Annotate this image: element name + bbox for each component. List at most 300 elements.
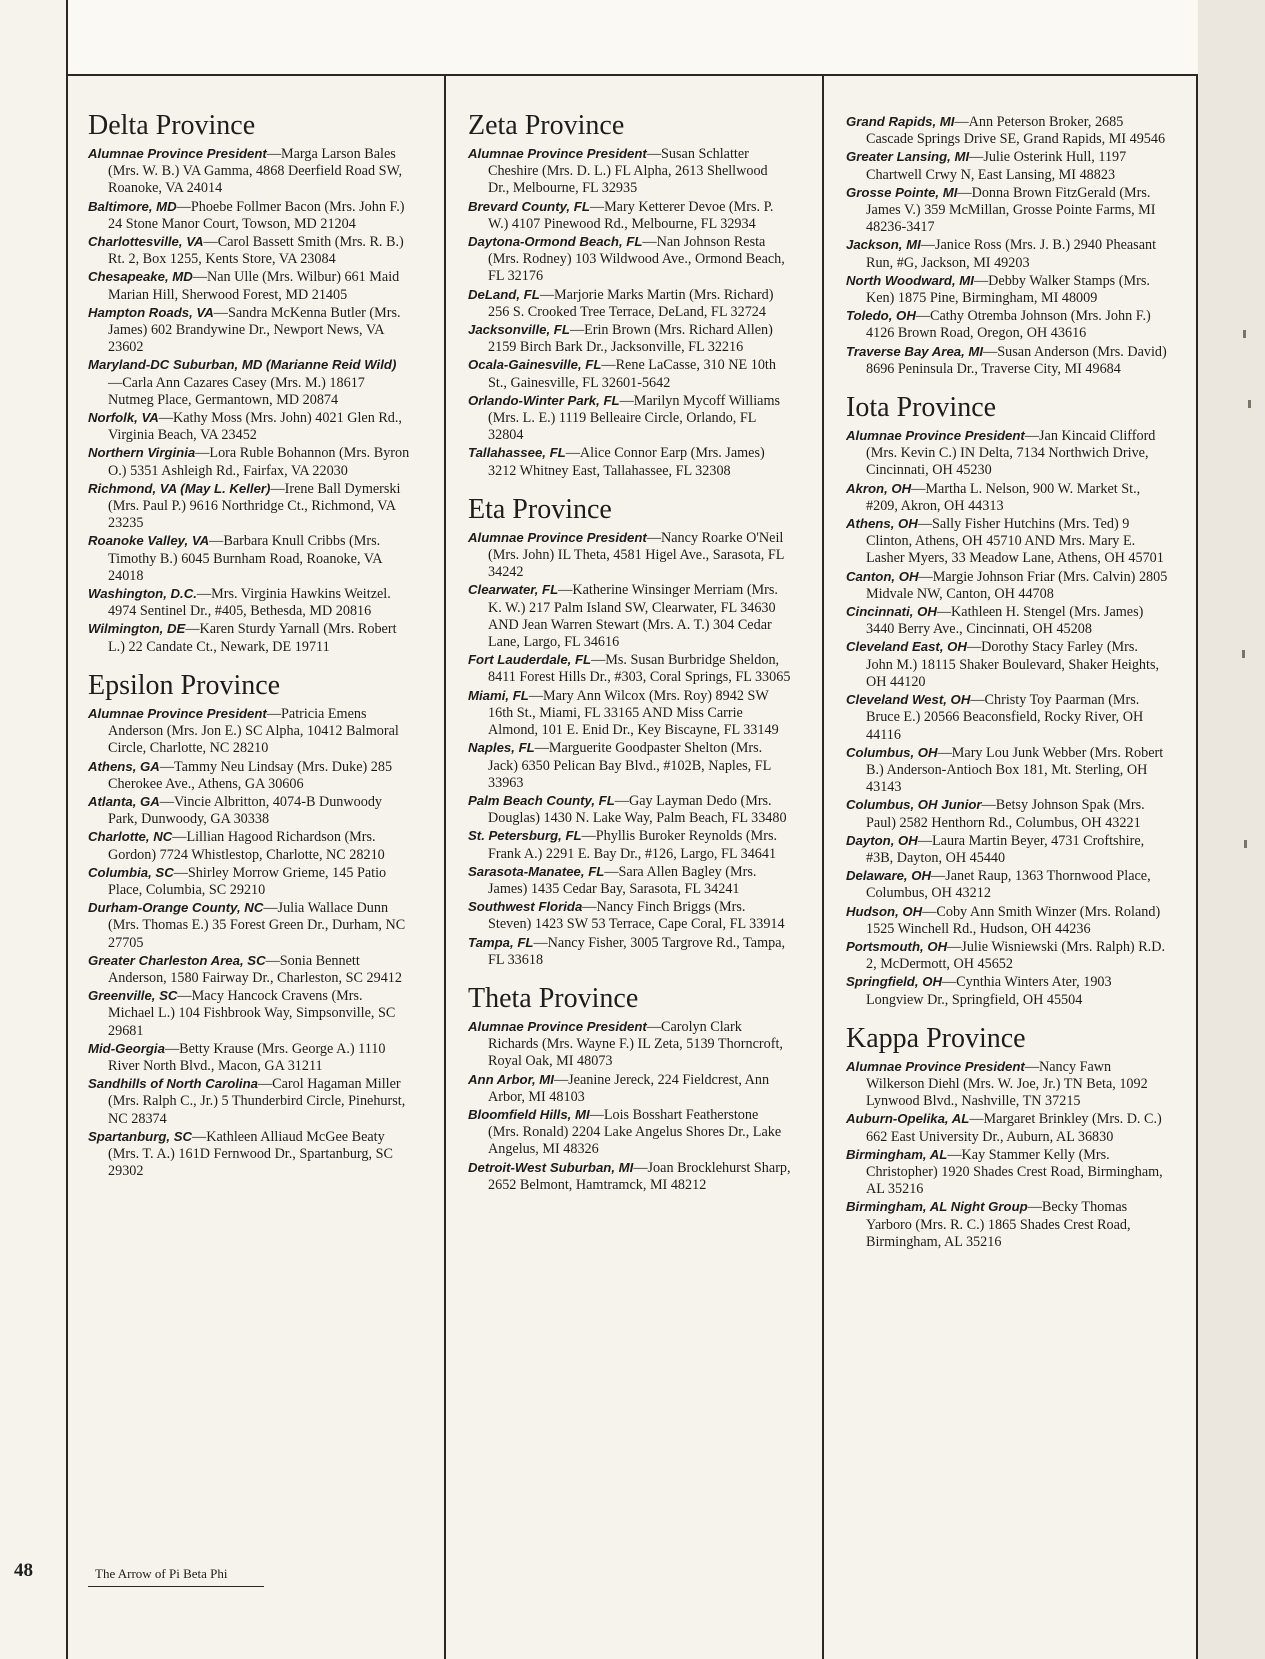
em-dash: — — [937, 744, 952, 761]
em-dash: — — [922, 903, 937, 920]
contact-details: Sara Allen Bagley (Mrs. James) 1435 Cedar Bay, Sarasota, FL 34241 — [488, 863, 757, 897]
contact-details: Barbara Knull Cribbs (Mrs. Timothy B.) 6045 Burnham Road, Roanoke, VA 24018 — [108, 533, 382, 584]
chapter-name: Cincinnati, OH — [846, 604, 937, 620]
em-dash: — — [954, 114, 969, 130]
contact-details: Phyllis Buroker Reynolds (Mrs. Frank A.) 2291 E. Bay Dr., #126, Largo, FL 34641 — [488, 828, 778, 862]
directory-entry — [88, 304, 410, 357]
contact-details: Julia Wallace Dunn (Mrs. Thomas E.) 35 Forest Green Dr., Durham, NC 27705 — [108, 900, 406, 951]
chapter-name: Jackson, MI — [846, 237, 921, 253]
em-dash: — — [911, 480, 926, 497]
contact-details: Ann Peterson Broker, 2685 Cascade Springs Drive SE, Grand Rapids, MI 49546 — [866, 114, 1166, 148]
chapter-name: Hudson, OH — [846, 903, 923, 919]
contact-details: Nancy Roarke O'Neil (Mrs. John) IL Theta, 4581 Higel Ave., Sarasota, FL 34242 — [488, 529, 784, 581]
chapter-name: Birmingham, AL — [846, 1146, 948, 1162]
em-dash: — — [646, 1018, 662, 1035]
directory-entry — [846, 184, 1168, 237]
directory-entry — [88, 1075, 410, 1128]
page-number: 48 — [14, 1560, 33, 1581]
em-dash: — — [196, 586, 212, 603]
em-dash: — — [931, 868, 946, 885]
directory-entry — [468, 392, 792, 445]
chapter-name: Alumnae Province President — [846, 428, 1025, 444]
contact-details: Becky Thomas Yarboro (Mrs. R. C.) 1865 Shades Crest Road, Birmingham, AL 35216 — [866, 1199, 1131, 1250]
em-dash: — — [983, 343, 998, 360]
directory-entry — [88, 1040, 410, 1075]
directory-entry — [468, 934, 792, 969]
directory-entry — [468, 792, 792, 827]
directory-entry — [846, 603, 1168, 638]
chapter-name: Naples, FL — [468, 740, 535, 756]
directory-entry — [88, 233, 410, 268]
em-dash: — — [539, 286, 554, 303]
directory-entry — [846, 148, 1168, 183]
chapter-name: Alumnae Province President — [468, 1018, 647, 1034]
chapter-name: Columbus, OH Junior — [846, 797, 982, 813]
em-dash: — — [565, 445, 580, 462]
chapter-name: Norfolk, VA — [88, 410, 159, 426]
directory-entry — [468, 198, 792, 233]
directory-entry — [846, 480, 1168, 515]
contact-details: Coby Ann Smith Winzer (Mrs. Roland) 1525 Winchell Rd., Hudson, OH 44236 — [866, 903, 1161, 937]
chapter-name: Cleveland East, OH — [846, 639, 967, 655]
contact-details: Carla Ann Cazares Casey (Mrs. M.) 18617 Nutmeg Place, Germantown, MD 20874 — [108, 374, 365, 408]
contact-details: Phoebe Follmer Bacon (Mrs. John F.) 24 Stone Manor Court, Towson, MD 21204 — [108, 198, 405, 232]
em-dash: — — [528, 687, 543, 704]
em-dash: — — [917, 832, 932, 849]
chapter-name: Columbus, OH — [846, 744, 938, 760]
chapter-name: Canton, OH — [846, 568, 919, 584]
directory-entry — [468, 581, 792, 651]
directory-entry — [846, 832, 1168, 867]
contact-details: Kathy Moss (Mrs. John) 4021 Glen Rd., Virginia Beach, VA 23452 — [108, 410, 402, 444]
directory-entry — [468, 651, 792, 686]
chapter-name: Washington, D.C. — [88, 586, 197, 602]
contact-details: Patricia Emens Anderson (Mrs. Jon E.) SC Alpha, 10412 Balmoral Circle, Charlotte, NC 28210 — [108, 705, 399, 757]
directory-entry — [88, 620, 410, 655]
column-2 — [468, 110, 792, 1194]
chapter-name: Portsmouth, OH — [846, 938, 948, 954]
em-dash: — — [957, 184, 972, 201]
em-dash: — — [569, 322, 585, 339]
chapter-name: Northern Virginia — [88, 445, 196, 461]
chapter-name: Birmingham, AL Night Group — [846, 1199, 1028, 1215]
em-dash: — — [159, 793, 174, 810]
chapter-name: Brevard County, FL — [468, 198, 590, 214]
em-dash: — — [970, 692, 985, 709]
directory-entry — [468, 863, 792, 898]
contact-details: Ms. Susan Burbridge Sheldon, 8411 Forest Hills Dr., #303, Coral Springs, FL 33065 — [488, 652, 791, 686]
contact-details: Marga Larson Bales (Mrs. W. B.) VA Gamma, 4868 Deerfield Road SW, Roanoke, VA 24014 — [108, 146, 403, 197]
contact-details: Susan Anderson (Mrs. David) 8696 Peninsula Dr., Traverse City, MI 49684 — [866, 343, 1167, 377]
contact-details: Shirley Morrow Grieme, 145 Patio Place, Columbia, SC 29210 — [108, 864, 387, 898]
em-dash: — — [265, 952, 280, 969]
chapter-name: Springfield, OH — [846, 974, 942, 990]
chapter-name: Atlanta, GA — [88, 793, 160, 809]
province-heading: Kappa Province — [846, 1022, 1026, 1054]
contact-details: Lillian Hagood Richardson (Mrs. Gordon) 7724 Whistlestop, Charlotte, NC 28210 — [108, 829, 385, 863]
contact-details: Betty Krause (Mrs. George A.) 1110 River North Blvd., Macon, GA 31211 — [108, 1040, 386, 1074]
chapter-name: Alumnae Province President — [468, 529, 647, 545]
em-dash: — — [915, 308, 931, 325]
chapter-name: St. Petersburg, FL — [468, 828, 582, 844]
em-dash: — — [969, 1111, 984, 1128]
contact-details: Margaret Brinkley (Mrs. D. C.) 662 East University Dr., Auburn, AL 36830 — [866, 1111, 1162, 1145]
directory-entry — [88, 758, 410, 793]
chapter-name: Fort Lauderdale, FL — [468, 652, 592, 668]
em-dash: — — [589, 198, 605, 215]
chapter-name: Tallahassee, FL — [468, 445, 566, 461]
contact-details: Jeanine Jereck, 224 Fieldcrest, Ann Arbor, MI 48103 — [488, 1071, 770, 1105]
em-dash: — — [263, 900, 278, 917]
chapter-name: Charlottesville, VA — [88, 234, 204, 250]
contact-details: Nan Ulle (Mrs. Wilbur) 661 Maid Marian Hill, Sherwood Forest, MD 21405 — [108, 269, 400, 303]
contact-details: Donna Brown FitzGerald (Mrs. James V.) 359 McMillan, Grosse Pointe Farms, MI 48236-3417 — [866, 184, 1156, 236]
em-dash: — — [266, 705, 282, 722]
contact-details: Nancy Fisher, 3005 Targrove Rd., Tampa, FL 33618 — [488, 934, 786, 968]
directory-entry — [846, 1146, 1168, 1199]
contact-details: Kathleen H. Stengel (Mrs. James) 3440 Berry Ave., Cincinnati, OH 45208 — [866, 604, 1144, 638]
em-dash: — — [177, 988, 192, 1005]
directory-entry — [468, 286, 792, 321]
directory-entry — [88, 793, 410, 828]
em-dash: — — [203, 234, 218, 251]
chapter-name: Orlando-Winter Park, FL — [468, 392, 620, 408]
edge-mark — [1248, 400, 1251, 408]
em-dash: — — [920, 237, 935, 254]
directory-entry — [88, 987, 410, 1040]
chapter-name: Clearwater, FL — [468, 582, 559, 598]
em-dash: — — [533, 934, 548, 951]
directory-entry — [846, 113, 1168, 148]
chapter-name: Charlotte, NC — [88, 829, 173, 845]
directory-entry — [88, 1128, 410, 1181]
chapter-name: Chesapeake, MD — [88, 269, 193, 285]
contact-details: Kay Stammer Kelly (Mrs. Christopher) 1920 Shades Crest Road, Birmingham, AL 35216 — [866, 1146, 1163, 1198]
contact-details: Christy Toy Paarman (Mrs. Bruce E.) 20566 Beaconsfield, Rocky River, OH 44116 — [866, 692, 1144, 743]
chapter-name: Traverse Bay Area, MI — [846, 343, 984, 359]
em-dash: — — [947, 1146, 962, 1163]
em-dash: — — [209, 533, 224, 550]
contact-details: Sandra McKenna Butler (Mrs. James) 602 Brandywine Dr., Newport News, VA 23602 — [108, 304, 401, 356]
chapter-name: Ann Arbor, MI — [468, 1071, 554, 1087]
em-dash: — — [941, 974, 957, 991]
column-rule-1 — [444, 76, 446, 1659]
chapter-name: Hampton Roads, VA — [88, 304, 214, 320]
contact-details: Janice Ross (Mrs. J. B.) 2940 Pheasant Run, #G, Jackson, MI 49203 — [866, 237, 1157, 271]
chapter-name: Durham-Orange County, NC — [88, 900, 264, 916]
directory-entry — [846, 1058, 1168, 1111]
contact-details: Cathy Otremba Johnson (Mrs. John F.) 4126 Brown Road, Oregon, OH 43616 — [866, 308, 1151, 342]
chapter-name: Greater Lansing, MI — [846, 149, 970, 165]
province-heading: Eta Province — [468, 493, 612, 525]
contact-details: Nan Johnson Resta (Mrs. Rodney) 103 Wildwood Ave., Ormond Beach, FL 32176 — [488, 234, 785, 285]
directory-entry — [846, 973, 1168, 1008]
directory-entry — [846, 343, 1168, 378]
contact-details: Alice Connor Earp (Mrs. James) 3212 Whitney East, Tallahassee, FL 32308 — [488, 445, 765, 479]
em-dash: — — [164, 1040, 180, 1057]
em-dash: — — [172, 829, 187, 846]
directory-entry — [88, 444, 410, 479]
em-dash: — — [534, 740, 549, 757]
em-dash: — — [604, 863, 619, 880]
chapter-name: Akron, OH — [846, 480, 912, 496]
contact-details: Julie Wisniewski (Mrs. Ralph) R.D. 2, McDermott, OH 45652 — [866, 938, 1165, 973]
em-dash: — — [1024, 428, 1040, 445]
chapter-name: DeLand, FL — [468, 286, 540, 302]
em-dash: — — [173, 864, 188, 881]
chapter-name: Alumnae Province President — [846, 1058, 1025, 1074]
em-dash: — — [213, 304, 228, 321]
contact-details: Mary Ketterer Devoe (Mrs. P. W.) 4107 Pinewood Rd., Melbourne, FL 32934 — [488, 198, 774, 232]
directory-entry — [846, 867, 1168, 902]
chapter-name: Miami, FL — [468, 687, 529, 703]
directory-entry — [88, 268, 410, 303]
chapter-name: Alumnae Province President — [88, 146, 267, 161]
em-dash: — — [646, 529, 662, 546]
contact-details: Margie Johnson Friar (Mrs. Calvin) 2805 Midvale NW, Canton, OH 44708 — [866, 568, 1168, 602]
directory-entry — [846, 744, 1168, 797]
em-dash: — — [973, 272, 989, 289]
contact-details: Macy Hancock Cravens (Mrs. Michael L.) 104 Fishbrook Way, Simpsonville, SC 29681 — [108, 988, 396, 1039]
chapter-name: Delaware, OH — [846, 868, 932, 884]
chapter-name: Baltimore, MD — [88, 198, 177, 214]
directory-entry — [468, 145, 792, 198]
directory-entry — [846, 1198, 1168, 1251]
em-dash: — — [981, 797, 996, 814]
column-rule-left — [66, 76, 68, 1659]
chapter-name: Bloomfield Hills, MI — [468, 1106, 590, 1122]
directory-entry — [468, 356, 792, 391]
em-dash: — — [642, 234, 657, 251]
chapter-name: Grosse Pointe, MI — [846, 184, 958, 200]
em-dash: — — [1027, 1199, 1042, 1216]
contact-details: Laura Martin Beyer, 4731 Croftshire, #3B, Dayton, OH 45440 — [866, 832, 1145, 866]
contact-details: Carol Hagaman Miller (Mrs. Ralph C., Jr.) 5 Thunderbird Circle, Pinehurst, NC 28374 — [108, 1076, 406, 1127]
em-dash: — — [619, 392, 634, 409]
directory-entry — [846, 938, 1168, 973]
contact-details: Mary Ann Wilcox (Mrs. Roy) 8942 SW 16th St., Miami, FL 33165 AND Miss Carrie Almond, 101 E. Enid Dr., Key Biscayne, FL 33149 — [488, 687, 779, 739]
directory-entry — [88, 198, 410, 233]
em-dash: — — [591, 652, 606, 669]
chapter-name: Wilmington, DE — [88, 621, 186, 637]
em-dash: — — [582, 899, 597, 916]
directory-entry — [88, 409, 410, 444]
chapter-name: Daytona-Ormond Beach, FL — [468, 234, 643, 250]
em-dash: — — [646, 146, 662, 162]
directory-entry — [846, 568, 1168, 603]
contact-details: Julie Osterink Hull, 1197 Chartwell Crwy N, East Lansing, MI 48823 — [866, 149, 1127, 183]
em-dash: — — [581, 828, 596, 845]
em-dash: — — [1024, 1058, 1040, 1075]
contact-details: Marjorie Marks Martin (Mrs. Richard) 256 S. Crooked Tree Terrace, DeLand, FL 32724 — [488, 286, 774, 320]
chapter-name: Dayton, OH — [846, 832, 918, 848]
column-1 — [88, 110, 410, 1180]
chapter-name: Alumnae Province President — [88, 705, 267, 721]
em-dash: — — [158, 410, 174, 427]
em-dash: — — [969, 149, 984, 166]
directory-entry — [846, 903, 1168, 938]
directory-entry — [88, 899, 410, 952]
province-heading: Theta Province — [468, 982, 639, 1014]
em-dash: — — [553, 1071, 569, 1088]
em-dash: — — [633, 1159, 648, 1176]
chapter-name: Sarasota-Manatee, FL — [468, 863, 605, 879]
directory-entry — [468, 529, 792, 582]
chapter-name: Sandhills of North Carolina — [88, 1076, 258, 1092]
contact-details: Betsy Johnson Spak (Mrs. Paul) 2582 Henthorn Rd., Columbus, OH 43221 — [866, 797, 1145, 831]
directory-entry — [88, 864, 410, 899]
contact-details: Sonia Bennett Anderson, 1580 Fairway Dr., Charleston, SC 29412 — [108, 952, 402, 986]
contact-details: Jan Kincaid Clifford (Mrs. Kevin C.) IN Delta, 7134 Northwich Drive, Cincinnati, OH 45230 — [866, 428, 1156, 479]
directory-entry — [88, 585, 410, 620]
column-rule-2 — [822, 76, 824, 1659]
directory-entry — [468, 444, 792, 479]
directory-entry — [88, 828, 410, 863]
contact-details: Vincie Albritton, 4074-B Dunwoody Park, Dunwoody, GA 30338 — [108, 793, 383, 828]
chapter-name: Auburn-Opelika, AL — [846, 1111, 970, 1127]
directory-entry — [468, 1159, 792, 1194]
contact-details: Erin Brown (Mrs. Richard Allen) 2159 Birch Bark Dr., Jacksonville, FL 32216 — [488, 322, 773, 356]
contact-details: Irene Ball Dymerski (Mrs. Paul P.) 9616 Northridge Ct., Richmond, VA 23235 — [108, 480, 401, 532]
directory-entry — [468, 898, 792, 933]
contact-details: Marguerite Goodpaster Shelton (Mrs. Jack) 6350 Pelican Bay Blvd., #102B, Naples, FL 33963 — [488, 740, 771, 791]
contact-details: Janet Raup, 1363 Thornwood Place, Columbus, OH 43212 — [866, 868, 1151, 902]
chapter-name: Athens, OH — [846, 516, 918, 532]
province-heading: Epsilon Province — [88, 669, 281, 701]
adjacent-page-edge — [1198, 0, 1265, 1659]
em-dash: — — [176, 198, 191, 215]
chapter-name: Athens, GA — [88, 758, 160, 774]
em-dash: — — [936, 604, 952, 621]
directory-entry — [846, 427, 1168, 480]
contact-details: Marilyn Mycoff Williams (Mrs. L. E.) 1119 Belleaire Circle, Orlando, FL 32804 — [488, 392, 781, 444]
province-heading: Iota Province — [846, 392, 997, 424]
contact-details: Nancy Finch Briggs (Mrs. Steven) 1423 SW 53 Terrace, Cape Coral, FL 33914 — [488, 899, 785, 933]
directory-entry — [468, 1018, 792, 1071]
em-dash: — — [947, 938, 962, 955]
contact-details: Nancy Fawn Wilkerson Diehl (Mrs. W. Joe, Jr.) TN Beta, 1092 Lynwood Blvd., Nashville, TN 37215 — [866, 1058, 1148, 1110]
chapter-name: Toledo, OH — [846, 308, 916, 324]
contact-details: Mary Lou Junk Webber (Mrs. Robert B.) Anderson-Antioch Box 181, Mt. Sterling, OH 43143 — [866, 744, 1164, 796]
chapter-name: Maryland-DC Suburban, MD (Marianne Reid Wild) — [88, 357, 397, 373]
chapter-name: Tampa, FL — [468, 934, 534, 950]
em-dash: — — [257, 1076, 273, 1093]
contact-details: Rene LaCasse, 310 NE 10th St., Gainesville, FL 32601-5642 — [488, 357, 776, 391]
contact-details: Carol Bassett Smith (Mrs. R. B.) Rt. 2, Box 1255, Kents Store, VA 23084 — [108, 234, 404, 268]
contact-details: Mrs. Virginia Hawkins Weitzel. 4974 Sentinel Dr., #405, Bethesda, MD 20816 — [108, 586, 391, 620]
directory-entry — [468, 233, 792, 286]
contact-details: Gay Layman Dedo (Mrs. Douglas) 1430 N. Lake Way, Palm Beach, FL 33480 — [488, 792, 787, 827]
directory-entry — [88, 356, 410, 409]
em-dash: — — [917, 516, 932, 533]
em-dash: — — [195, 445, 210, 462]
directory-entry — [88, 480, 410, 533]
directory-entry — [468, 739, 792, 792]
directory-entry — [468, 1071, 792, 1106]
directory-entry — [846, 691, 1168, 744]
contact-details: Susan Schlatter Cheshire (Mrs. D. L.) FL Alpha, 2613 Shellwood Dr., Melbourne, FL 32935 — [488, 146, 768, 197]
directory-entry — [88, 145, 410, 198]
chapter-name: Grand Rapids, MI — [846, 114, 955, 129]
chapter-name: Mid-Georgia — [88, 1040, 165, 1056]
directory-entry — [846, 796, 1168, 831]
em-dash: — — [270, 480, 285, 497]
directory-entry — [468, 1106, 792, 1159]
chapter-name: North Woodward, MI — [846, 272, 974, 288]
em-dash: — — [185, 621, 200, 638]
directory-entry — [846, 236, 1168, 271]
chapter-name: Southwest Florida — [468, 899, 583, 915]
edge-mark — [1242, 650, 1245, 658]
em-dash: — — [966, 639, 982, 656]
contact-details: Dorothy Stacy Farley (Mrs. John M.) 18115 Shaker Boulevard, Shaker Heights, OH 44120 — [866, 639, 1160, 690]
chapter-name: Greater Charleston Area, SC — [88, 952, 266, 968]
chapter-name: Detroit-West Suburban, MI — [468, 1159, 634, 1175]
contact-details: Kathleen Alliaud McGee Beaty (Mrs. T. A.) 161D Fernwood Dr., Spartanburg, SC 29302 — [108, 1128, 393, 1180]
directory-entry — [846, 515, 1168, 568]
chapter-name: Columbia, SC — [88, 864, 174, 880]
em-dash: — — [192, 269, 207, 286]
em-dash: — — [589, 1106, 604, 1123]
em-dash: — — [614, 792, 629, 809]
contact-details: Carolyn Clark Richards (Mrs. Wayne F.) IL Zeta, 5139 Thorncroft, Royal Oak, MI 48073 — [488, 1018, 783, 1070]
em-dash: — — [918, 568, 933, 585]
edge-mark — [1243, 330, 1246, 338]
contact-details: Cynthia Winters Ater, 1903 Longview Dr., Springfield, OH 45504 — [866, 974, 1112, 1008]
directory-entry — [846, 307, 1168, 342]
contact-details: Sally Fisher Hutchins (Mrs. Ted) 9 Clinton, Athens, OH 45710 AND Mrs. Mary E. Lasher Myers, 33 Meadow Lane, Athens, OH 45701 — [866, 516, 1164, 567]
chapter-name: Cleveland West, OH — [846, 692, 971, 708]
chapter-name: Roanoke Valley, VA — [88, 533, 210, 549]
chapter-name: Greenville, SC — [88, 988, 178, 1004]
contact-details: Martha L. Nelson, 900 W. Market St., #209, Akron, OH 44313 — [866, 480, 1141, 514]
edge-mark — [1244, 840, 1247, 848]
directory-entry — [468, 687, 792, 740]
em-dash: — — [266, 146, 282, 162]
chapter-name: Jacksonville, FL — [468, 322, 570, 338]
chapter-name: Alumnae Province President — [468, 146, 647, 161]
directory-entry — [846, 638, 1168, 691]
em-dash: — — [192, 1128, 207, 1145]
province-heading: Zeta Province — [468, 110, 625, 141]
province-heading: Delta Province — [88, 110, 256, 141]
directory-entry — [846, 1110, 1168, 1145]
contact-details: Debby Walker Stamps (Mrs. Ken) 1875 Pine, Birmingham, MI 48009 — [866, 272, 1150, 307]
footer-rule — [88, 1586, 264, 1587]
chapter-name: Palm Beach County, FL — [468, 792, 615, 808]
em-dash: — — [159, 758, 174, 775]
em-dash: — — [108, 374, 123, 391]
directory-entry — [468, 827, 792, 862]
column-3 — [846, 113, 1168, 1251]
em-dash: — — [601, 357, 616, 374]
directory-entry — [846, 272, 1168, 307]
footer-publication-title: The Arrow of Pi Beta Phi — [95, 1566, 228, 1581]
contact-details: Joan Brocklehurst Sharp, 2652 Belmont, Hamtramck, MI 48212 — [488, 1159, 791, 1193]
contact-details: Karen Sturdy Yarnall (Mrs. Robert L.) 22 Candate Ct., Newark, DE 19711 — [108, 621, 397, 655]
chapter-name: Spartanburg, SC — [88, 1128, 193, 1144]
contact-details: Lora Ruble Bohannon (Mrs. Byron O.) 5351 Ashleigh Rd., Fairfax, VA 22030 — [108, 445, 410, 479]
em-dash: — — [558, 582, 573, 599]
contact-details: Tammy Neu Lindsay (Mrs. Duke) 285 Cherokee Ave., Athens, GA 30606 — [108, 758, 393, 792]
directory-entry — [88, 705, 410, 758]
directory-entry — [88, 952, 410, 987]
directory-entry — [468, 321, 792, 356]
chapter-name: Ocala-Gainesville, FL — [468, 357, 602, 373]
contact-details: Katherine Winsinger Merriam (Mrs. K. W.) 217 Palm Island SW, Clearwater, FL 34630 AND Jean Warren Stewart (Mrs. A. T.) 304 Cedar Lane, Largo, FL 34616 — [488, 582, 778, 651]
directory-entry — [88, 532, 410, 585]
chapter-name: Richmond, VA (May L. Keller) — [88, 480, 271, 496]
